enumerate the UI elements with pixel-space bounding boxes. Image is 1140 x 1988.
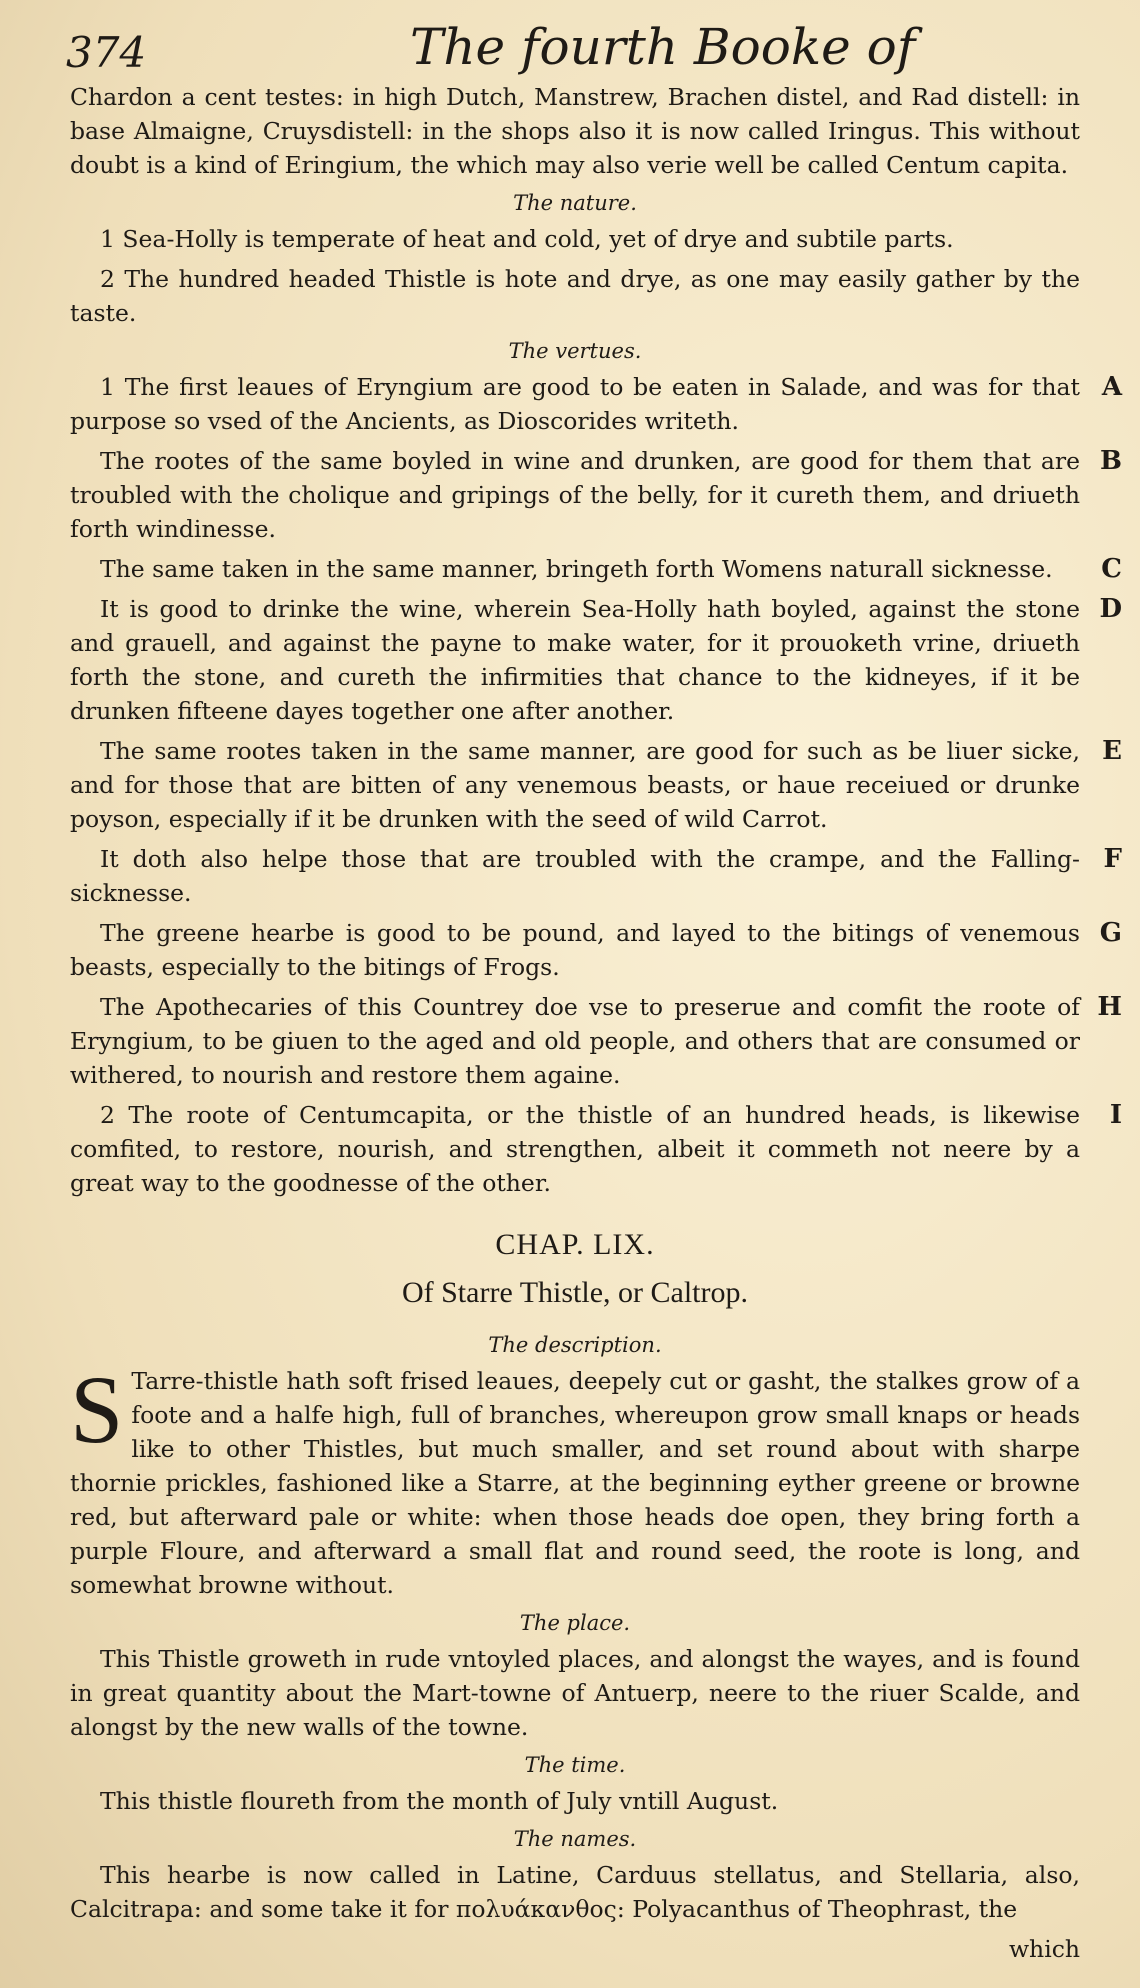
vertue-paragraph: The same taken in the same manner, bringeth forth Womens naturall sicknesse. C xyxy=(100,554,1122,584)
margin-letter: B xyxy=(1100,446,1122,476)
vertue-paragraph: It is good to drinke the wine, wherein Sea-Holly hath boyled, against the stone and grauell, and against the payne to make water, for it prouoketh vrine, driueth forth the stone, and cureth the infirmities that chance to the kidneyes, if it be drunken fifteene dayes together one after another. D xyxy=(70,594,1122,725)
margin-letter: F xyxy=(1103,844,1122,874)
vertue-paragraph: It doth also helpe those that are troubled with the crampe, and the Falling-sicknesse. F xyxy=(70,844,1122,907)
names-paragraph: This hearbe is now called in Latine, Carduus stellatus, and Stellaria, also, Calcitrapa: and some take it for πολυάκανθος: Polyacanthus of Theophrast, the xyxy=(70,1861,1080,1923)
nature-item: 1 Sea-Holly is temperate of heat and cold, yet of drye and subtile parts. xyxy=(100,225,954,253)
page-number: 374 xyxy=(66,28,147,77)
section-heading-description: The description. xyxy=(488,1333,662,1357)
vertue-paragraph: 2 The roote of Centumcapita, or the thistle of an hundred heads, is likewise comfited, to restore, nourish, and strengthen, albeit it commeth not neere by a great way to the goodnesse of the other. I xyxy=(70,1100,1122,1197)
drop-cap: S xyxy=(70,1356,124,1463)
vertue-paragraph: The Apothecaries of this Countrey doe vse to preserue and comfit the roote of Eryngium, to be giuen to the aged and old people, and others that are consumed or withered, to nourish and restore them againe. H xyxy=(70,992,1122,1089)
margin-letter: A xyxy=(1101,372,1122,402)
vertue-paragraph: 1 The first leaues of Eryngium are good to be eaten in Salade, and was for that purpose so vsed of the Ancients, as Dioscorides writeth. A xyxy=(70,372,1122,435)
margin-letter: I xyxy=(1109,1100,1122,1130)
catchword: which xyxy=(1008,1935,1080,1963)
description-paragraph: S Tarre-thistle hath soft frised leaues, deepely cut or gasht, the stalkes grow of a foote and a halfe high, full of branches, whereupon grow small knaps or heads like to other Thistles, but much smaller, and set round about with sharpe thornie prickles, fashioned like a Starre, at the beginning eyther greene or browne red, but afterward pale or white: when those heads doe open, they bring forth a purple Floure, and afterward a small flat and round seed, the roote is long, and somewhat browne without. xyxy=(70,1356,1080,1599)
chapter-number: CHAP. LIX. xyxy=(495,1228,655,1261)
margin-letter: D xyxy=(1099,594,1122,624)
section-heading-names: The names. xyxy=(513,1827,637,1851)
place-paragraph: This Thistle groweth in rude vntoyled places, and alongst the wayes, and is found in great quantity about the Mart-towne of Antuerp, neere to the riuer Scalde, and alongst by the new walls of the towne. xyxy=(70,1645,1080,1741)
margin-letter: C xyxy=(1101,554,1122,584)
time-paragraph: This thistle floureth from the month of July vntill August. xyxy=(100,1787,779,1815)
vertue-paragraph: The same rootes taken in the same manner, are good for such as be liuer sicke, and for those that are bitten of any venemous beasts, or haue receiued or drunke poyson, especially if it be drunken with the seed of wild Carrot. E xyxy=(70,736,1122,833)
section-heading-time: The time. xyxy=(524,1753,626,1777)
running-title: The fourth Booke of xyxy=(410,18,916,76)
nature-item: 2 The hundred headed Thistle is hote and drye, as one may easily gather by the taste. xyxy=(70,265,1080,327)
page-body xyxy=(70,80,1122,1972)
vertue-paragraph: The rootes of the same boyled in wine and drunken, are good for them that are troubled with the cholique and gripings of the belly, for it cureth them, and driueth forth windinesse. B xyxy=(70,446,1122,543)
section-heading-place: The place. xyxy=(519,1611,631,1635)
margin-letter: G xyxy=(1099,918,1122,948)
section-heading-nature: The nature. xyxy=(513,191,637,215)
section-heading-vertues: The vertues. xyxy=(508,339,642,363)
continuation-paragraph: Chardon a cent testes: in high Dutch, Manstrew, Brachen distel, and Rad distell: in base Almaigne, Cruysdistell: in the shops also it is now called Iringus. This without doubt is a kind of Eringium, the which may also verie well be called Centum capita. xyxy=(70,83,1080,179)
margin-letter: H xyxy=(1097,992,1122,1022)
vertue-paragraph: The greene hearbe is good to be pound, and layed to the bitings of venemous beasts, especially to the bitings of Frogs. G xyxy=(70,918,1122,981)
margin-letter: E xyxy=(1102,736,1122,766)
chapter-title: Of Starre Thistle, or Caltrop. xyxy=(401,1276,749,1309)
